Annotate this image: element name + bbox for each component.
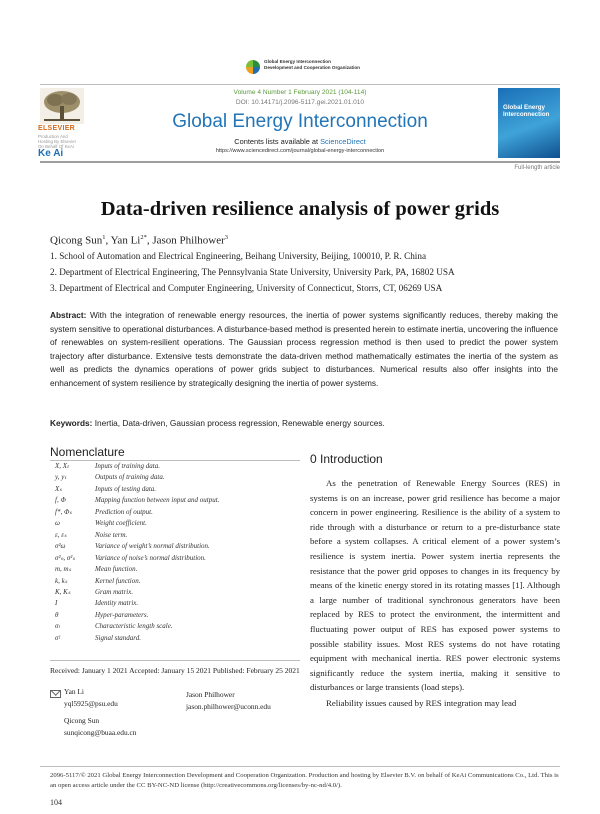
nomenclature-item [55,634,141,642]
nomenclature-item [55,599,138,607]
affiliation-3: 3. Department of Electrical and Computer Engineering, University of Connecticut, Storrs, CT, 06269 USA [50,283,443,293]
nomenclature-item [55,519,147,527]
publisher-note: Production And Hosting By Elsevier On Behalf Of KeAi [38,134,77,149]
intro-paragraph-1: As the penetration of Renewable Energy Sources (RES) in systems is on an increase, power grid resilience has become a major concern in power engineering. Resilience is the ability of a system to ride through with a disturbance or return to a pre-disturbance state before a system collapses. A critical element of a power system’s resilience is system inertia. Power system inertia represents the resistance that the power grid opposes to changes in its frequency by means of the kinetic energy stored in its rotating masses [1]. Although a large number of traditional synchronous generators have been replaced by RES to protect the environment, the intermittent and fluctuating power output of RES has exposed power systems to possible stability issues. Most RES systems do not have rotating equipment with mechanical inertia. RES power electronic systems significantly reduce the system inertia, making it sensitive to disturbances or large transients (load steps). [310,478,560,693]
nomenclature-description: Noise term. [95,530,128,539]
keywords: Keywords: Inertia, Data-driven, Gaussian process regression, Renewable energy sources. [50,418,385,428]
cover-title: Global Energy Interconnection [503,104,550,118]
nomenclature-symbol: σᶠ [55,633,60,642]
email-link[interactable]: yql5925@psu.edu [64,699,118,708]
nomenclature-symbol: σ²ω [55,542,66,551]
author-list: Qicong Sun$^1$, Yan $Li^{2*}$, Jason Philhower$^3$ [50,234,229,247]
doi: DOI: 10.14171/j.2096-5117.gei.2021.01.010 [235,99,365,106]
nomenclature-item [55,508,153,516]
header-bottom-rule [40,161,560,163]
nomenclature-item [55,611,148,619]
affiliation-1: 1. School of Automation and Electrical Engineering, Beihang University, Beijing, 100010, P. R. China [50,251,427,261]
elsevier-wordmark: ELSEVIER [38,125,76,132]
nomenclature-description: Hyper-parameters. [95,610,149,619]
nomenclature-rule [50,460,300,461]
nomenclature-symbol: k, kₛ [55,576,68,585]
nomenclature-description: Variance of weight’s normal distribution. [95,542,210,551]
nomenclature-item [55,554,206,562]
page-number: 104 [50,798,62,807]
email-link[interactable]: jason.philhower@uconn.edu [186,702,271,711]
abstract: Abstract: With the integration of renewable energy resources, the inertia of power systems significantly reduces, thereby making the system sensitive to operational disturbances. A disturbance-based method is presented herein to estimate inertia, uncovering the influence of renewables on system-resilient operations. The Gaussian process regression method is then used to predict the power system trajectory after disturbance. Extensive tests demonstrate the data-driven method mathematically estimates the inertia of the system as well as predicts the dynamics operations of power grids subject to disturbances. Numerical results also offer insights into the enhancement of system resilience by strategically designing the inertia of power systems. [50,310,558,388]
nomenclature-description: Variance of noise’s normal distribution. [95,553,206,562]
nomenclature-item [55,622,173,630]
nomenclature-symbol: θ [55,610,59,619]
sciencedirect-link[interactable]: ScienceDirect [320,137,366,146]
nomenclature-description: Mapping function between input and output. [95,496,220,505]
nomenclature-description: Inputs of testing data. [95,484,157,493]
contact-yan-li: Yan Li yql5925@psu.edu [64,687,118,708]
nomenclature-item [55,462,160,470]
nomenclature-symbol: f, Φ [55,496,66,505]
received-dates: Received: January 1 2021 Accepted: January 15 2021 Published: February 25 2021 [50,666,300,675]
nomenclature-item [55,588,133,596]
affiliation-2: 2. Department of Electrical Engineering, The Pennsylvania State University, University Park, PA, 16802 USA [50,267,455,277]
nomenclature-description: Mean function. [95,565,138,574]
nomenclature-item [55,565,137,573]
nomenclature-symbol: f*, Φₛ [55,507,72,516]
introduction-text [310,476,560,711]
contact-jason-philhower: Jason Philhower jason.philhower@uconn.edu [186,690,271,711]
nomenclature-symbol: Xₛ [55,484,62,493]
nomenclature-description: Identity matrix. [95,599,139,608]
contents-line: Contents lists available at ScienceDirect [234,137,366,146]
nomenclature-item [55,531,127,539]
nomenclature-description: Weight coefficient. [95,519,147,528]
license-rule [40,766,560,767]
journal-url[interactable]: https://www.sciencedirect.com/journal/global-energy-interconnection [215,148,385,154]
email-link[interactable]: sunqicong@buaa.edu.cn [64,728,137,737]
nomenclature-heading: Nomenclature [50,445,125,459]
journal-cover [498,88,560,158]
volume-line: Volume 4 Number 1 February 2021 (104-114) [233,89,367,96]
nomenclature-symbol: I [55,599,58,608]
license-text: 2096-5117/© 2021 Global Energy Interconnection Development and Cooperation Organization. Production and hosting by Elsevier B.V. on behalf of KeAi Communications Co., Ltd. This is an open access article under the CC BY-NC-ND license (http://creativecommons.org/licenses/by-nc-nd/4.0/). [50,772,559,789]
nomenclature-symbol: m, mₛ [55,565,72,574]
journal-title: Global Energy Interconnection [172,111,428,132]
keai-logo: Ke Ai [38,148,64,159]
header-top-rule [40,84,560,85]
nomenclature-symbol: X, Xₜ [55,462,70,470]
society-logo-icon [246,60,260,74]
nomenclature-symbol: ω [55,519,60,528]
nomenclature-description: Gram matrix. [95,587,134,596]
nomenclature-symbol: ε, εₛ [55,530,67,539]
introduction-heading: 0 Introduction [310,452,383,466]
society-logo-text: Global Energy Interconnection Development and Cooperation Organization [264,59,360,70]
nomenclature-description: Outputs of training data. [95,473,165,482]
nomenclature-item [55,577,141,585]
nomenclature-item [55,473,165,481]
nomenclature-item [55,496,219,504]
nomenclature-symbol: σₗ [55,622,60,631]
intro-paragraph-2: Reliability issues caused by RES integration may lead [326,697,517,708]
nomenclature-symbol: σ²ₙ, σ²ₛ [55,553,76,562]
nomenclature-description: Inputs of training data. [95,462,160,470]
nomenclature-description: Prediction of output. [95,507,153,516]
footnote-rule [50,660,300,661]
nomenclature-description: Characteristic length scale. [95,622,173,631]
contact-qicong-sun: Qicong Sun sunqicong@buaa.edu.cn [64,716,137,737]
article-title: Data-driven resilience analysis of power grids [100,198,500,220]
email-icon [50,690,61,698]
nomenclature-item [55,542,210,550]
nomenclature-description: Signal standard. [95,633,142,642]
nomenclature-description: Kernel function. [95,576,141,585]
nomenclature-item [55,485,156,493]
nomenclature-symbol: K, Kₛ [55,587,71,596]
article-type: Full-length article [514,165,560,171]
nomenclature-symbol: y, yₜ [55,473,67,482]
